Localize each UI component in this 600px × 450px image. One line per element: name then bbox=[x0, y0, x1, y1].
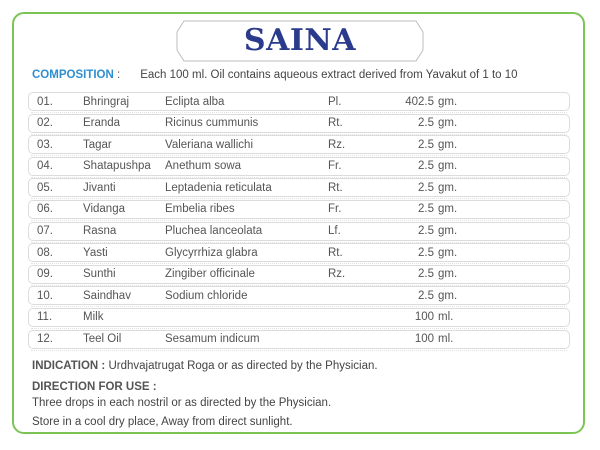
plant-part: Fr. bbox=[328, 203, 342, 216]
table-row bbox=[28, 114, 570, 133]
indication-text: Urdhvajatrugat Roga or as directed by the Physician. bbox=[105, 360, 378, 372]
ingredients-table bbox=[28, 92, 570, 351]
quantity: 100 bbox=[414, 333, 434, 346]
composition-label-text: COMPOSITION bbox=[32, 69, 114, 81]
quantity: 2.5 bbox=[418, 203, 434, 216]
table-row bbox=[28, 92, 570, 111]
plant-part: Rt. bbox=[328, 181, 343, 194]
row-number: 05. bbox=[37, 181, 53, 194]
row-number: 10. bbox=[37, 289, 53, 302]
row-number: 12. bbox=[37, 333, 53, 346]
unit: gm. bbox=[438, 160, 458, 173]
quantity: 2.5 bbox=[418, 268, 434, 281]
ingredient-name: Milk bbox=[83, 311, 104, 324]
unit: gm. bbox=[438, 203, 458, 216]
product-title: SAINA bbox=[243, 23, 357, 58]
title-banner bbox=[176, 20, 424, 62]
indication bbox=[32, 360, 378, 372]
unit: gm. bbox=[438, 181, 458, 194]
indication-label: INDICATION : bbox=[32, 360, 106, 372]
table-row bbox=[28, 243, 570, 262]
table-row bbox=[28, 135, 570, 154]
quantity: 2.5 bbox=[418, 181, 434, 194]
unit: ml. bbox=[438, 311, 454, 324]
plant-part: Pl. bbox=[328, 95, 342, 108]
ingredient-name: Yasti bbox=[83, 246, 108, 259]
direction-label: DIRECTION FOR USE : bbox=[32, 381, 157, 393]
botanical-name: Valeriana wallichi bbox=[165, 138, 253, 151]
botanical-name: Leptadenia reticulata bbox=[165, 181, 272, 194]
plant-part: Fr. bbox=[328, 160, 342, 173]
composition-colon: : bbox=[113, 69, 121, 81]
unit: gm. bbox=[438, 225, 458, 238]
row-number: 07. bbox=[37, 225, 53, 238]
unit: gm. bbox=[438, 95, 458, 108]
ingredient-name: Sunthi bbox=[83, 268, 116, 281]
plant-part: Rt. bbox=[328, 246, 343, 259]
quantity: 2.5 bbox=[418, 117, 434, 130]
unit: gm. bbox=[438, 138, 458, 151]
ingredient-name: Eranda bbox=[83, 117, 121, 130]
plant-part: Rz. bbox=[328, 138, 346, 151]
table-row bbox=[28, 222, 570, 241]
ingredient-name: Saindhav bbox=[83, 289, 131, 302]
ingredient-name: Jivanti bbox=[83, 181, 116, 194]
botanical-name: Anethum sowa bbox=[165, 160, 242, 173]
botanical-name: Embelia ribes bbox=[165, 203, 235, 216]
row-number: 04. bbox=[37, 160, 53, 173]
unit: ml. bbox=[438, 333, 454, 346]
plant-part: Rt. bbox=[328, 117, 343, 130]
ingredient-name: Rasna bbox=[83, 225, 117, 238]
botanical-name: Zingiber officinale bbox=[165, 268, 255, 281]
table-row bbox=[28, 286, 570, 305]
composition-text: Each 100 ml. Oil contains aqueous extract derived from Yavakut of 1 to 10 bbox=[140, 69, 518, 81]
unit: gm. bbox=[438, 246, 458, 259]
table-row bbox=[28, 200, 570, 219]
botanical-name: Glycyrrhiza glabra bbox=[165, 246, 258, 259]
botanical-name: Sesamum indicum bbox=[165, 333, 260, 346]
quantity: 2.5 bbox=[418, 289, 434, 302]
plant-part: Rz. bbox=[328, 268, 346, 281]
quantity: 2.5 bbox=[418, 225, 434, 238]
quantity: 2.5 bbox=[418, 138, 434, 151]
plant-part: Lf. bbox=[328, 225, 341, 238]
table-row bbox=[28, 330, 570, 349]
ingredient-name: Teel Oil bbox=[83, 333, 122, 346]
botanical-name: Ricinus cummunis bbox=[165, 117, 259, 130]
botanical-name: Eclipta alba bbox=[165, 95, 225, 108]
ingredient-name: Tagar bbox=[83, 138, 112, 151]
ingredient-name: Vidanga bbox=[83, 203, 125, 216]
row-number: 02. bbox=[37, 117, 53, 130]
unit: gm. bbox=[438, 268, 458, 281]
row-number: 09. bbox=[37, 268, 53, 281]
composition-label bbox=[32, 69, 137, 81]
ingredient-name: Bhringraj bbox=[83, 95, 130, 108]
quantity: 2.5 bbox=[418, 246, 434, 259]
unit: gm. bbox=[438, 289, 458, 302]
quantity: 100 bbox=[414, 311, 434, 324]
table-row bbox=[28, 157, 570, 176]
row-number: 06. bbox=[37, 203, 53, 216]
composition-line bbox=[32, 69, 518, 81]
row-number: 01. bbox=[37, 95, 53, 108]
quantity: 402.5 bbox=[405, 95, 434, 108]
direction-text: Three drops in each nostril or as directed by the Physician. bbox=[32, 397, 332, 409]
row-number: 11. bbox=[37, 311, 53, 324]
table-row bbox=[28, 265, 570, 284]
botanical-name: Pluchea lanceolata bbox=[165, 225, 263, 238]
botanical-name: Sodium chloride bbox=[165, 289, 248, 302]
table-row bbox=[28, 308, 570, 327]
storage-text: Store in a cool dry place, Away from direct sunlight. bbox=[32, 416, 293, 428]
table-row bbox=[28, 178, 570, 197]
quantity: 2.5 bbox=[418, 160, 434, 173]
unit: gm. bbox=[438, 117, 458, 130]
row-number: 08. bbox=[37, 246, 53, 259]
row-number: 03. bbox=[37, 138, 53, 151]
ingredient-name: Shatapushpa bbox=[83, 160, 151, 173]
